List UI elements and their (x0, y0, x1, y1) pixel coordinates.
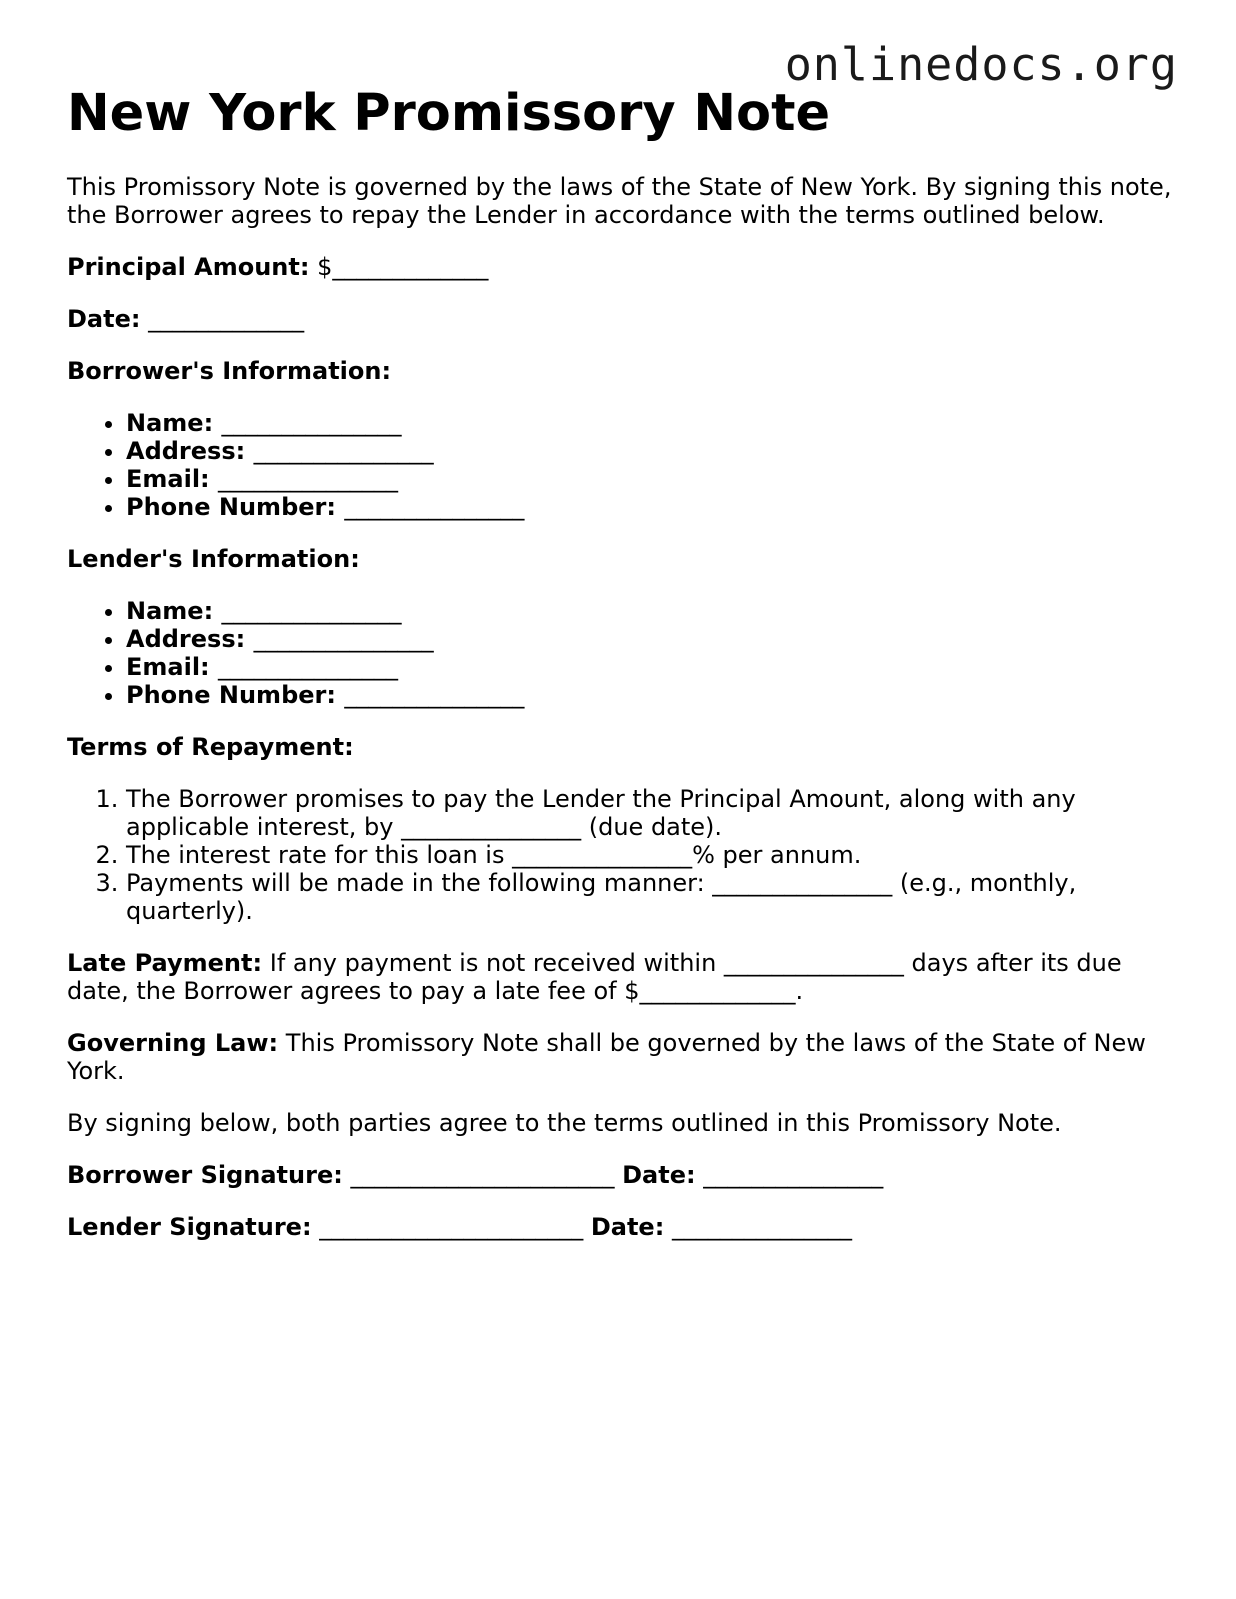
governing-law-text: This Promissory Note shall be governed by the laws of the State of New York. (67, 1029, 1146, 1085)
principal-amount-line (67, 253, 1177, 281)
lender-phone-item (126, 681, 1177, 709)
borrower-info-list (67, 409, 1177, 521)
lender-signature-date-label: Date: (590, 1213, 665, 1241)
borrower-address-item (126, 437, 1177, 465)
late-payment-paragraph (67, 949, 1177, 1005)
lender-address-label: Address: (126, 625, 246, 653)
borrower-address-label: Address: (126, 437, 246, 465)
borrower-phone-label: Phone Number: (126, 493, 336, 521)
lender-name-item (126, 597, 1177, 625)
borrower-name-label: Name: (126, 409, 214, 437)
lender-info-list (67, 597, 1177, 709)
late-payment-label: Late Payment: (67, 949, 263, 977)
lender-signature-label: Lender Signature: (67, 1213, 312, 1241)
lender-name-label: Name: (126, 597, 214, 625)
borrower-signature-line (67, 1161, 1177, 1189)
borrower-signature-date-label: Date: (622, 1161, 696, 1189)
agreement-paragraph: By signing below, both parties agree to the terms outlined in this Promissory Note. (67, 1109, 1062, 1137)
date-line (67, 305, 1177, 333)
lender-name-blank: _______________ (221, 597, 402, 625)
borrower-name-blank: _______________ (221, 409, 402, 437)
borrower-signature-blank: ______________________ (350, 1161, 615, 1189)
borrower-heading (67, 357, 1177, 385)
governing-law-label: Governing Law: (67, 1029, 279, 1057)
borrower-email-label: Email: (126, 465, 210, 493)
borrower-heading-text: Borrower's Information: (67, 357, 392, 385)
date-blank: _____________ (148, 305, 305, 333)
lender-email-blank: _______________ (218, 653, 399, 681)
borrower-phone-blank: _______________ (344, 493, 525, 521)
principal-amount-blank: $_____________ (317, 253, 489, 281)
document-title: New York Promissory Note (67, 84, 831, 143)
principal-amount-label: Principal Amount: (67, 253, 310, 281)
lender-address-blank: _______________ (253, 625, 434, 653)
lender-heading (67, 545, 1177, 573)
site-watermark: onlinedocs.org (784, 38, 1178, 91)
lender-email-item (126, 653, 1177, 681)
borrower-address-blank: _______________ (253, 437, 434, 465)
governing-law-paragraph (67, 1029, 1177, 1085)
lender-heading-text: Lender's Information: (67, 545, 360, 573)
borrower-email-blank: _______________ (218, 465, 399, 493)
borrower-phone-item (126, 493, 1177, 521)
borrower-signature-label: Borrower Signature: (67, 1161, 343, 1189)
terms-heading (67, 733, 1177, 761)
lender-signature-date-blank: _______________ (671, 1213, 852, 1241)
late-payment-text: If any payment is not received within _______________ days after its due date, the Borrower agrees to pay a late fee of $_____________. (67, 949, 1122, 1005)
lender-signature-line (67, 1213, 1177, 1241)
lender-signature-blank: ______________________ (319, 1213, 584, 1241)
intro-paragraph: This Promissory Note is governed by the laws of the State of New York. By signing this note, the Borrower agrees to repay the Lender in accordance with the terms outlined below. (67, 173, 1172, 229)
borrower-name-item (126, 409, 1177, 437)
lender-phone-blank: _______________ (344, 681, 525, 709)
lender-email-label: Email: (126, 653, 210, 681)
terms-item-due-date: 1. The Borrower promises to pay the Lender the Principal Amount, along with any applicable interest, by _______________ (due date). (126, 785, 1177, 841)
lender-address-item (126, 625, 1177, 653)
terms-list (67, 785, 1177, 925)
date-label: Date: (67, 305, 141, 333)
terms-heading-text: Terms of Repayment: (67, 733, 354, 761)
document-page (67, 83, 1177, 1241)
borrower-signature-date-blank: _______________ (703, 1161, 884, 1189)
terms-item-payment-manner: 3. Payments will be made in the following manner: _______________ (e.g., monthly, quarterly). (126, 869, 1177, 925)
borrower-email-item (126, 465, 1177, 493)
terms-item-interest-rate: 2. The interest rate for this loan is _______________% per annum. (126, 841, 1177, 869)
lender-phone-label: Phone Number: (126, 681, 336, 709)
